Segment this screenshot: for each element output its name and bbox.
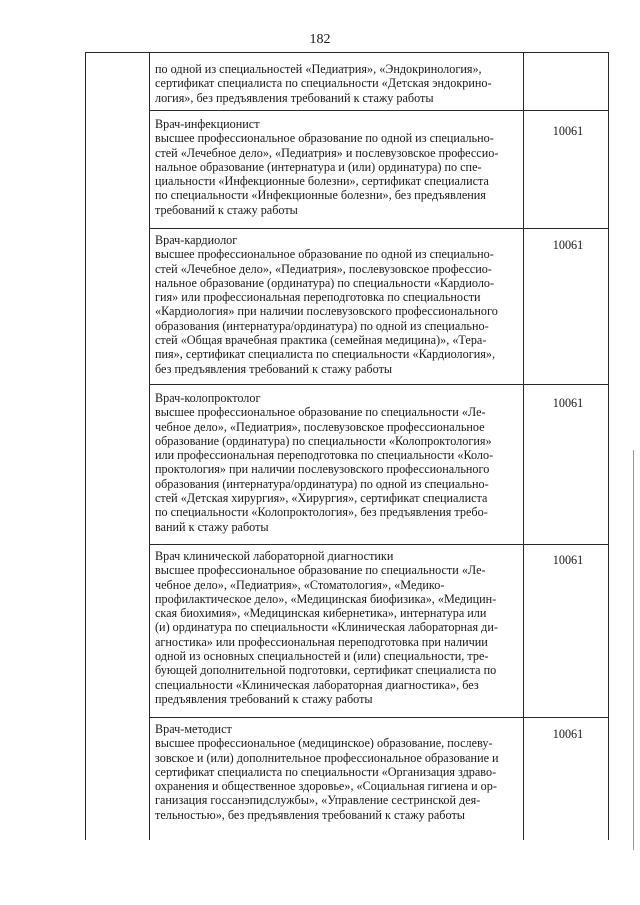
row-text-line: зовское и (или) дополнительное профессиональное образование и <box>155 750 499 765</box>
row-text-line: высшее профессиональное (медицинское) образование, послеву- <box>155 736 493 751</box>
row-text-line: стей «Общая врачебная практика (семейная медицина)», «Тера- <box>155 333 487 348</box>
row-text-line: высшее профессиональное образование по одной из специально- <box>155 131 494 146</box>
row-divider <box>149 717 609 718</box>
table-top-border <box>85 52 609 53</box>
row-text-line: охранения и общественное здоровье», «Социальная гигиена и ор- <box>155 779 497 794</box>
row-text-line: ская биохимия», «Медицинская кибернетика», интернатура или <box>155 606 487 621</box>
row-text-line: чебное дело», «Педиатрия», «Стоматология», «Медико- <box>155 577 445 592</box>
position-title: Врач-инфекционист <box>155 117 260 131</box>
position-code: 10061 <box>552 238 584 252</box>
row-text-line: логия», без предъявления требований к стажу работы <box>155 90 434 105</box>
table-row <box>155 722 523 822</box>
row-text-line: профилактическое дело», «Медицинская биофизика», «Медицин- <box>155 591 497 606</box>
row-text-line: высшее профессиональное образование по одной из специально- <box>155 247 494 262</box>
position-code: 10061 <box>552 396 584 410</box>
table-row <box>155 549 523 706</box>
position-title: Врач-методист <box>155 722 232 736</box>
row-text-line: высшее профессиональное образование по специальности «Ле- <box>155 405 486 420</box>
row-text-line: (и) ординатура по специальности «Клиническая лабораторная ди- <box>155 620 498 635</box>
table-row <box>155 117 523 217</box>
row-text-line: сертификат специалиста по специальности «Детская эндокрино- <box>155 76 492 91</box>
row-text-line: без предъявления требований к стажу работы <box>155 361 393 376</box>
table-left-border <box>85 52 86 840</box>
row-text-line: образование (ординатура) по специальности «Колопроктология» <box>155 433 492 448</box>
row-text-line: нальное образование (ординатура) по специальности «Кардиоло- <box>155 275 495 290</box>
row-text-line: ганизация госсанэпидслужбы», «Управление сестринской дея- <box>155 793 481 808</box>
row-divider <box>149 228 609 229</box>
page-number: 182 <box>309 32 331 47</box>
row-divider <box>149 544 609 545</box>
row-text-line: «Кардиология» при наличии послевузовского профессионального <box>155 304 498 319</box>
position-title: Врач-кардиолог <box>155 233 238 247</box>
row-text-line: стей «Лечебное дело», «Педиатрия» и послевузовское профессио- <box>155 145 499 160</box>
row-text-line: агностика» или профессиональная переподготовка при наличии <box>155 634 488 649</box>
row-text-line: сертификат специалиста по специальности «Организация здраво- <box>155 764 497 779</box>
table-right-border <box>608 52 609 840</box>
row-text-line: или профессиональная переподготовка по специальности «Коло- <box>155 448 494 463</box>
row-text-line: пия», сертификат специалиста по специальности «Кардиология», <box>155 347 495 362</box>
row-text-line: циальности «Инфекционные болезни», сертификат специалиста <box>155 174 489 189</box>
row-divider <box>149 384 609 385</box>
row-divider <box>149 110 609 111</box>
row-text-line: стей «Лечебное дело», «Педиатрия», послевузовское профессио- <box>155 261 492 276</box>
row-text-line: одной из основных специальностей и (или) специальности, тре- <box>155 649 489 664</box>
column-divider-2 <box>523 52 524 840</box>
row-text-line: стей «Детская хирургия», «Хирургия», сертификат специалиста <box>155 491 488 506</box>
row-text-line: по специальности «Колопроктология», без предъявления требо- <box>155 505 488 520</box>
row-text-line: тельностью», без предъявления требований к стажу работы <box>155 807 465 822</box>
row-text-line: ваний к стажу работы <box>155 519 269 534</box>
column-divider-1 <box>149 52 150 840</box>
row-text-line: требований к стажу работы <box>155 202 298 217</box>
row-text-line: предъявления требований к стажу работы <box>155 691 373 706</box>
row-text-line: образования (интернатура/ординатура) по одной из специально- <box>155 476 489 491</box>
row-text-line: по специальности «Инфекционные болезни», без предъявления <box>155 188 486 203</box>
row-text-line: по одной из специальностей «Педиатрия», «Эндокринология», <box>155 62 482 76</box>
row-text-line: нальное образование (интернатура и (или) ординатура) по спе- <box>155 159 482 174</box>
scan-edge-line <box>633 450 634 850</box>
position-title: Врач-колопроктолог <box>155 391 261 405</box>
row-text-line: проктология» при наличии послевузовского профессионального <box>155 462 490 477</box>
position-title: Врач клинической лабораторной диагностики <box>155 549 394 563</box>
position-code: 10061 <box>552 727 584 741</box>
table-row <box>155 62 523 105</box>
row-text-line: гия» или профессиональная переподготовка по специальности <box>155 290 481 305</box>
row-text-line: чебное дело», «Педиатрия», послевузовское профессиональное <box>155 419 485 434</box>
position-code: 10061 <box>552 553 584 567</box>
row-text-line: бующей дополнительной подготовки, сертификат специалиста по <box>155 663 497 678</box>
row-text-line: высшее профессиональное образование по специальности «Ле- <box>155 563 486 578</box>
position-code: 10061 <box>552 124 584 138</box>
table-row <box>155 233 523 376</box>
table-row <box>155 391 523 534</box>
row-text-line: образования (интернатура/ординатура) по одной из специально- <box>155 318 489 333</box>
row-text-line: специальности «Клиническая лабораторная диагностика», без <box>155 677 479 692</box>
